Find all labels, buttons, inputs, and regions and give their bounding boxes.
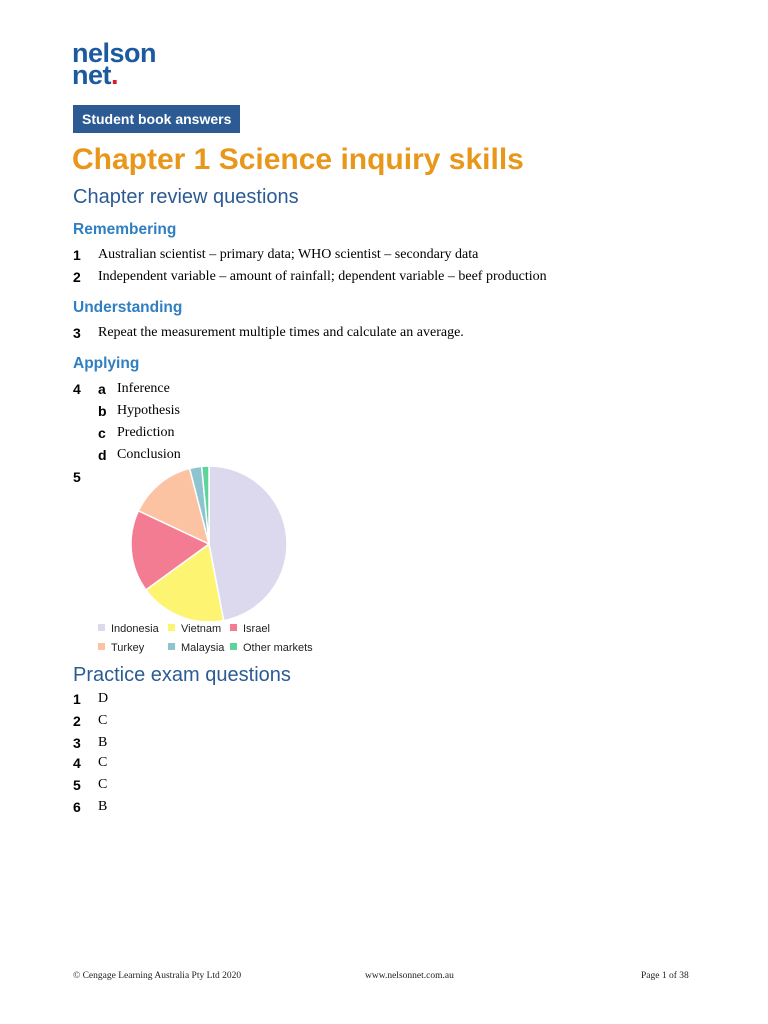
- answer-text: C: [98, 755, 108, 770]
- answer-text: B: [98, 735, 108, 750]
- legend-swatch: [98, 624, 105, 631]
- answer-text: Prediction: [117, 425, 175, 440]
- applying-heading: Applying: [73, 355, 140, 372]
- answer-text: Independent variable – amount of rainfall; dependent variable – beef production: [98, 269, 547, 284]
- legend-swatch: [230, 643, 237, 650]
- answer-text: Hypothesis: [117, 403, 180, 418]
- logo-line-1: nelson: [72, 38, 157, 68]
- answer-text: C: [98, 777, 108, 792]
- legend-item-turkey: [98, 641, 144, 655]
- legend-label: Malaysia: [181, 642, 225, 654]
- nelsonnet-logo: [72, 38, 157, 90]
- understanding-heading: Understanding: [73, 299, 183, 316]
- legend-swatch: [168, 643, 175, 650]
- review-section-title: Chapter review questions: [73, 186, 299, 208]
- legend-swatch: [168, 624, 175, 631]
- legend-item-israel: [230, 622, 270, 636]
- legend-item-other-markets: [230, 641, 313, 655]
- footer-copyright: © Cengage Learning Australia Pty Ltd 2020: [73, 971, 242, 981]
- part-letter: b: [98, 403, 107, 419]
- question-number: 4: [73, 381, 81, 397]
- answer-text: Conclusion: [117, 447, 181, 462]
- footer-website[interactable]: www.nelsonnet.com.au: [365, 971, 454, 981]
- question-number: 5: [73, 469, 81, 485]
- part-letter: d: [98, 447, 107, 463]
- answer-text: D: [98, 691, 109, 706]
- part-letter: c: [98, 425, 106, 441]
- legend-swatch: [98, 643, 105, 650]
- legend-label: Indonesia: [111, 623, 159, 635]
- footer-page-number: Page 1 of 38: [641, 971, 689, 981]
- question-number: 3: [73, 735, 81, 751]
- pie-slice-indonesia: [209, 466, 287, 621]
- legend-swatch: [230, 624, 237, 631]
- question-number: 1: [73, 691, 81, 707]
- legend-label: Israel: [243, 623, 270, 635]
- question-number: 3: [73, 325, 81, 341]
- student-book-answers-badge: Student book answers: [73, 105, 240, 133]
- part-letter: a: [98, 381, 106, 397]
- question-number: 2: [73, 269, 81, 285]
- chapter-title: Chapter 1 Science inquiry skills: [72, 143, 524, 176]
- answer-text: B: [98, 799, 108, 814]
- legend-label: Other markets: [243, 642, 313, 654]
- question-number: 1: [73, 247, 81, 263]
- pie-chart: [124, 464, 294, 624]
- answer-text: Australian scientist – primary data; WHO scientist – secondary data: [98, 247, 479, 262]
- legend-item-vietnam: [168, 622, 221, 636]
- legend-label: Turkey: [111, 642, 145, 654]
- remembering-heading: Remembering: [73, 221, 177, 238]
- answer-text: Repeat the measurement multiple times and calculate an average.: [98, 325, 464, 340]
- question-number: 2: [73, 713, 81, 729]
- logo-line-2: net: [72, 60, 111, 90]
- question-number: 5: [73, 777, 81, 793]
- legend-item-indonesia: [98, 622, 159, 636]
- legend-label: Vietnam: [181, 623, 222, 635]
- logo-dot: .: [111, 60, 119, 90]
- answer-text: C: [98, 713, 108, 728]
- practice-section-title: Practice exam questions: [73, 664, 291, 686]
- question-number: 4: [73, 755, 81, 771]
- legend-item-malaysia: [168, 641, 224, 655]
- question-number: 6: [73, 799, 81, 815]
- answer-text: Inference: [117, 381, 170, 396]
